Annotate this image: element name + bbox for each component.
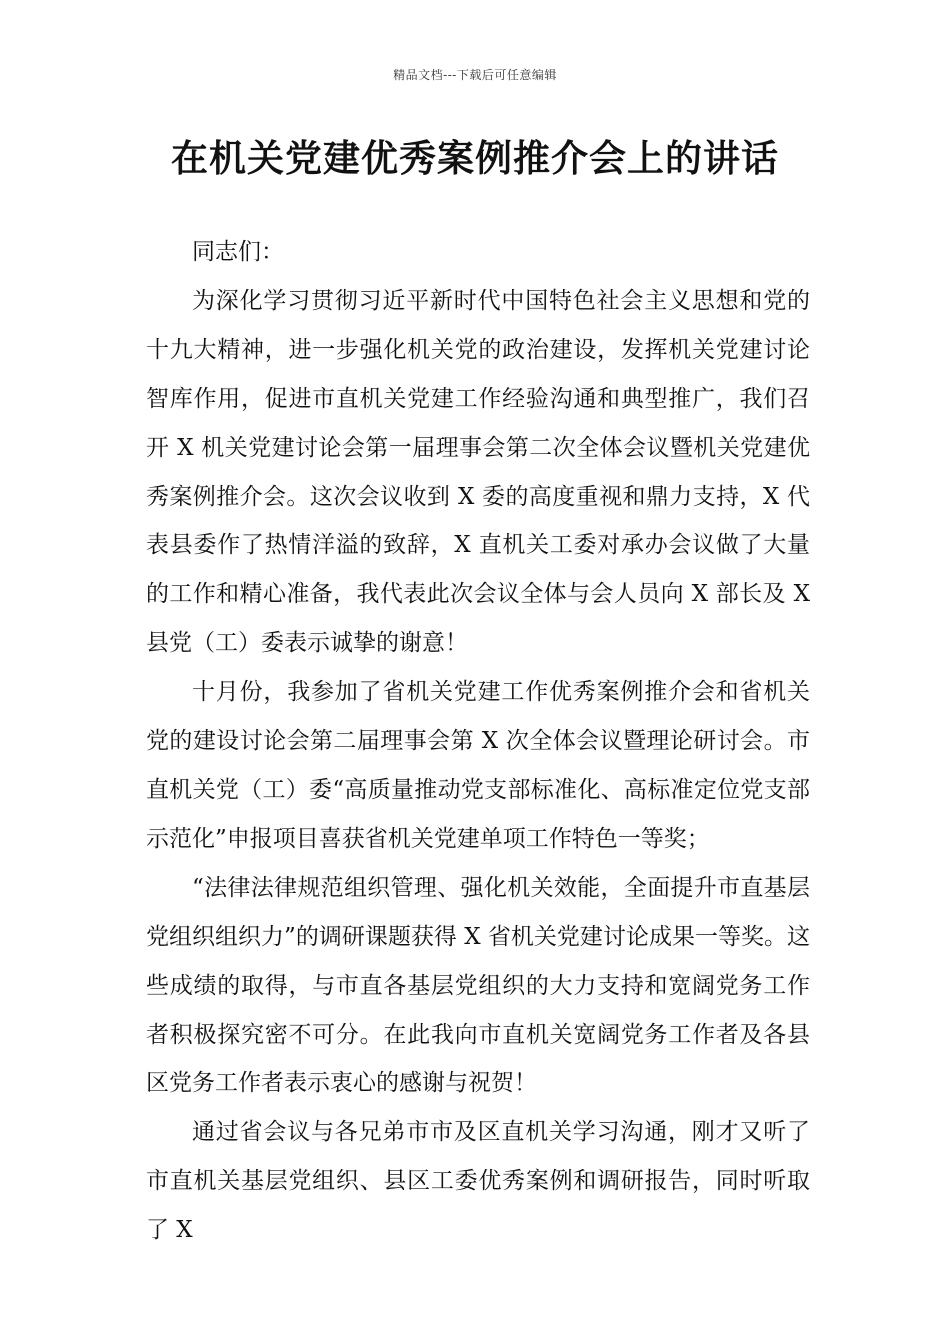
page-header-note: 精品文档---下载后可任意编辑	[393, 68, 557, 82]
paragraph-1: 为深化学习贯彻习近平新时代中国特色社会主义思想和党的十九大精神，进一步强化机关党的政治建设，发挥机关党建讨论智库作用，促进市直机关党建工作经验沟通和典型推广，我们召开 X 机关党建讨论会第一届理事会第二次全体会议暨机关党建优秀案例推介会。这次会议收到 X 委的高度重视和鼎力支持，X 代表县委作了热情洋溢的致辞，X 直机关工委对承办会议做了大量的工作和精心准备，我代表此次会议全体与会人员向 X 部长及 X 县党（工）委表示诚挚的谢意！	[146, 287, 810, 657]
salutation: 同志们：	[192, 239, 284, 265]
paragraph-2: 十月份，我参加了省机关党建工作优秀案例推介会和省机关党的建设讨论会第二届理事会第 X 次全体会议暨理论研讨会。市直机关党（工）委“高质量推动党支部标准化、高标准定位党支部示范化”申报项目喜获省机关党建单项工作特色一等奖；	[146, 679, 810, 852]
paragraph-4: 通过省会议与各兄弟市市及区直机关学习沟通，刚才又听了市直机关基层党组织、县区工委优秀案例和调研报告，同时听取了 X	[146, 1119, 810, 1244]
document-body	[146, 228, 810, 1255]
document-title: 在机关党建优秀案例推介会上的讲话	[171, 137, 779, 180]
paragraph-3: “法律法律规范组织管理、强化机关效能，全面提升市直基层党组织组织力”的调研课题获得 X 省机关党建讨论成果一等奖。这些成绩的取得，与市直各基层党组织的大力支持和宽阔党务工作者积极探究密不可分。在此我向市直机关宽阔党务工作者及各县区党务工作者表示衷心的感谢与祝贺！	[146, 874, 810, 1097]
